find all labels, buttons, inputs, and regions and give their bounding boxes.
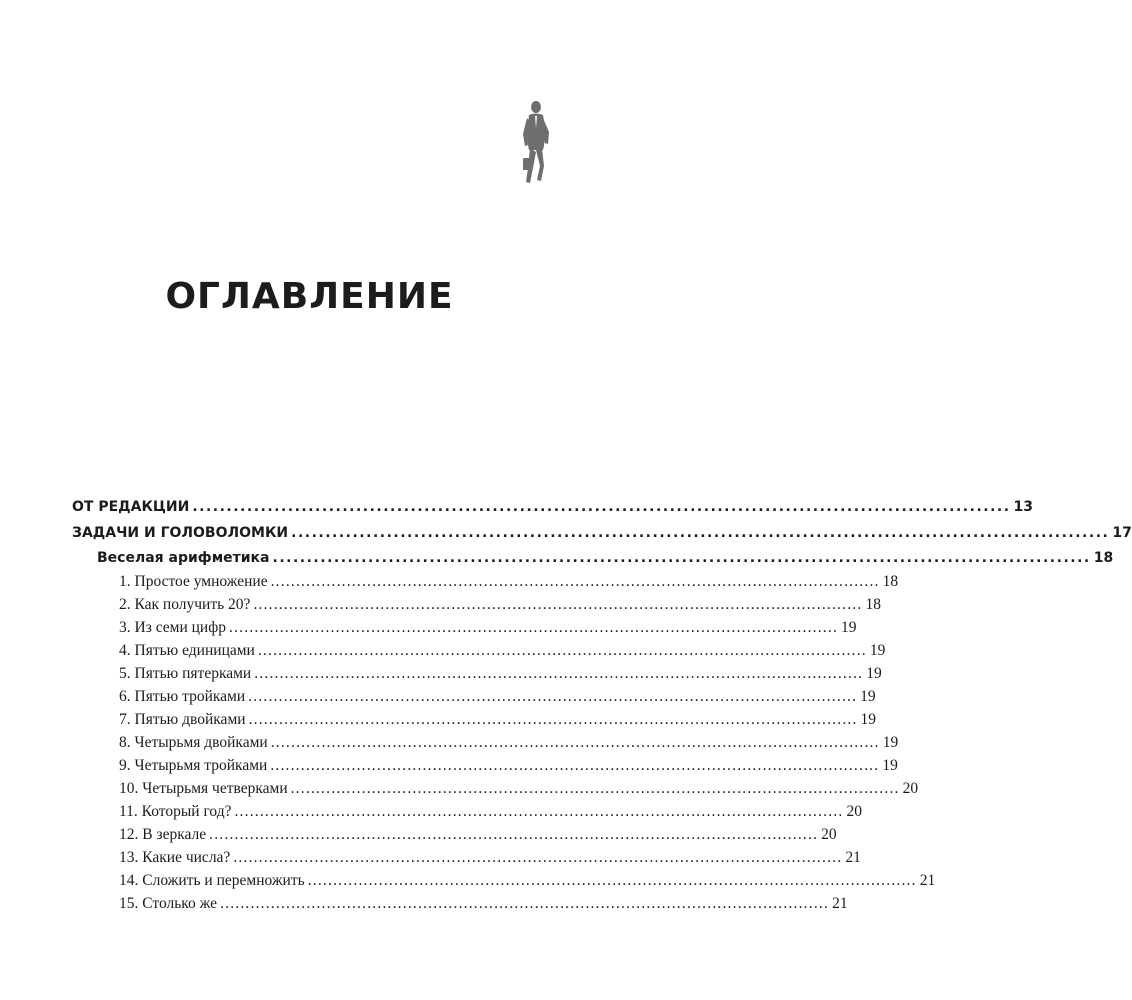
toc-leader-dots: ........................................................................................................................ xyxy=(307,872,917,889)
toc-leader-dots: ........................................................................................................................ xyxy=(270,734,880,751)
toc-item[interactable] xyxy=(72,685,876,708)
toc-leader-dots: ........................................................................................................................ xyxy=(233,849,843,866)
toc-page-number: 19 xyxy=(869,642,886,659)
toc-leader-dots: ........................................................................................................................ xyxy=(272,550,1091,566)
toc-item-label: 12. В зеркале xyxy=(119,826,207,843)
toc-item-label: 10. Четырьмя четверками xyxy=(119,780,288,797)
toc-item-label: 7. Пятью двойками xyxy=(119,711,246,728)
toc-item-label: ЗАДАЧИ И ГОЛОВОЛОМКИ xyxy=(72,525,289,541)
toc-page-number: 21 xyxy=(832,895,848,912)
toc-item[interactable] xyxy=(72,777,919,800)
toc-leader-dots: ........................................................................................................................ xyxy=(257,642,867,659)
toc-item-label: 11. Который год? xyxy=(119,803,232,820)
toc-leader-dots: ........................................................................................................................ xyxy=(254,665,864,682)
toc-section[interactable] xyxy=(72,494,1034,520)
toc-item[interactable] xyxy=(72,662,882,685)
toc-item-label: 14. Сложить и перемножить xyxy=(119,872,305,889)
toc-page-number: 21 xyxy=(919,872,936,889)
toc-page-number: 19 xyxy=(860,688,876,705)
toc-item-label: 3. Из семи цифр xyxy=(119,619,227,636)
toc-page-number: 20 xyxy=(846,803,862,820)
toc-item[interactable] xyxy=(72,708,877,731)
toc-item[interactable] xyxy=(72,800,862,823)
toc-page-number: 21 xyxy=(845,849,861,866)
toc-item-label: 2. Как получить 20? xyxy=(119,596,251,613)
toc-item[interactable] xyxy=(72,639,886,662)
toc-subsection[interactable] xyxy=(72,546,1114,570)
toc-page-number: 19 xyxy=(882,734,899,751)
toc-leader-dots: ........................................................................................................................ xyxy=(270,573,880,590)
toc-page-number: 19 xyxy=(860,711,877,728)
toc-item[interactable] xyxy=(72,754,898,777)
toc-leader-dots: ........................................................................................................................ xyxy=(248,711,858,728)
toc-page-number: 19 xyxy=(882,757,898,774)
toc-leader-dots: ........................................................................................................................ xyxy=(270,757,880,774)
toc-page-number: 19 xyxy=(866,665,882,682)
toc-item-label: 1. Простое умножение xyxy=(119,573,268,590)
toc-item-label: 8. Четырьмя двойками xyxy=(119,734,268,751)
toc-page-number: 18 xyxy=(882,573,899,590)
toc-item[interactable] xyxy=(72,823,837,846)
toc-leader-dots: ........................................................................................................................ xyxy=(234,803,844,820)
toc-leader-dots: ........................................................................................................................ xyxy=(290,780,900,797)
toc-page-number: 18 xyxy=(865,596,881,613)
page-title: ОГЛАВЛЕНИЕ xyxy=(165,276,454,317)
toc-item-label: ОТ РЕДАКЦИИ xyxy=(72,499,190,515)
toc-item-label: 5. Пятью пятерками xyxy=(119,665,252,682)
toc-item[interactable] xyxy=(72,616,857,639)
toc-item-label: 4. Пятью единицами xyxy=(119,642,255,659)
toc-page-number: 20 xyxy=(902,780,919,797)
toc-page-number: 13 xyxy=(1013,499,1034,515)
toc-item[interactable] xyxy=(72,570,899,593)
toc-page-number: 18 xyxy=(1093,550,1114,566)
toc-item[interactable] xyxy=(72,869,936,892)
toc-leader-dots: ........................................................................................................................ xyxy=(291,525,1110,541)
toc-leader-dots: ........................................................................................................................ xyxy=(209,826,819,843)
toc-section[interactable] xyxy=(72,520,1132,546)
toc-item[interactable] xyxy=(72,846,861,869)
toc-leader-dots: ........................................................................................................................ xyxy=(253,596,863,613)
toc-item[interactable] xyxy=(72,892,848,915)
toc-item-label: 15. Столько же xyxy=(119,895,218,912)
toc-leader-dots: ........................................................................................................................ xyxy=(229,619,839,636)
toc-page-number: 17 xyxy=(1112,525,1132,541)
toc-page-number: 20 xyxy=(821,826,837,843)
toc-item-label: Веселая арифметика xyxy=(97,550,270,566)
toc-item-label: 13. Какие числа? xyxy=(119,849,231,866)
toc-item[interactable] xyxy=(72,731,899,754)
toc-item-label: 6. Пятью тройками xyxy=(119,688,246,705)
toc-leader-dots: ........................................................................................................................ xyxy=(220,895,830,912)
toc-page-number: 19 xyxy=(841,619,857,636)
toc-leader-dots: ........................................................................................................................ xyxy=(192,499,1011,515)
walking-man-icon xyxy=(515,98,555,188)
toc-item[interactable] xyxy=(72,593,881,616)
toc-item-label: 9. Четырьмя тройками xyxy=(119,757,268,774)
toc-leader-dots: ........................................................................................................................ xyxy=(248,688,858,705)
table-of-contents xyxy=(72,494,1132,915)
